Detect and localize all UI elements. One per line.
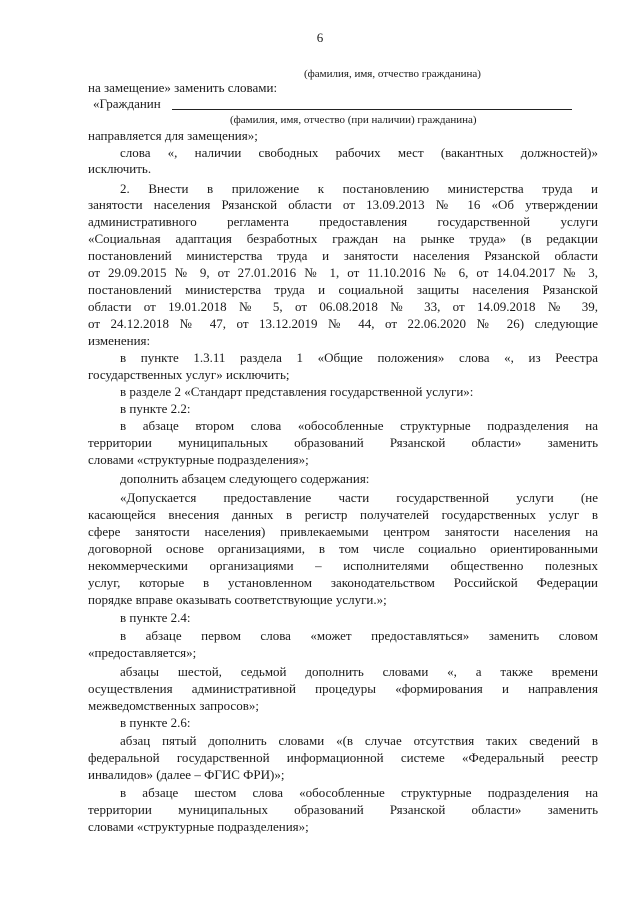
page-number: 6 <box>316 30 324 45</box>
text-line: от 29.09.2015 № 9, от 27.01.2016 № 1, от 11.10.2016 № 6, от 14.04.2017 № 3, <box>88 265 598 280</box>
text-line: территории муниципальных образований Рязанской области» заменить <box>88 802 598 817</box>
text-line: в абзаце втором слова «обособленные структурные подразделения на <box>120 418 598 433</box>
text-line: в пункте 1.3.11 раздела 1 «Общие положения» слова «, из Реестра <box>120 350 598 365</box>
text-line: словами «структурные подразделения»; <box>88 819 309 834</box>
text-line: в абзаце первом слова «может предоставляться» заменить словом <box>120 628 598 643</box>
text-line: касающейся внесения данных в регистр получателей государственных услуг в <box>88 507 598 522</box>
text-line: порядке вправе оказывать соответствующие услуги.»; <box>88 592 387 607</box>
text-line: услуг, которые в установленном законодательством Российской Федерации <box>88 575 598 590</box>
text-line: занятости населения Рязанской области от 13.09.2013 № 16 «Об утверждении <box>88 197 598 212</box>
text-line: дополнить абзацем следующего содержания: <box>120 471 370 486</box>
text-line: некоммерческими организациями – исполнителями общественно полезных <box>88 558 598 573</box>
text-line: абзац пятый дополнить словами «(в случае отсутствия таких сведений в <box>120 733 598 748</box>
text-line: территории муниципальных образований Рязанской области» заменить <box>88 435 598 450</box>
text-line: от 24.12.2018 № 47, от 13.12.2019 № 44, от 22.06.2020 № 26) следующие <box>88 316 598 331</box>
name-underline <box>172 109 572 110</box>
text-line: в пункте 2.4: <box>120 610 191 625</box>
text-line: в абзаце шестом слова «обособленные структурные подразделения на <box>120 785 598 800</box>
text-line: исключить. <box>88 161 152 176</box>
text-line: «Допускается предоставление части государственной услуги (не <box>120 490 598 505</box>
text-line: в пункте 2.2: <box>120 401 191 416</box>
text-line: договорной основе организациями, в том числе социально ориентированными <box>88 541 598 556</box>
text-line: постановлений министерства труда и занятости населения Рязанской области <box>88 248 598 263</box>
text-line: инвалидов» (далее – ФГИС ФРИ)»; <box>88 767 285 782</box>
text-line: «Социальная адаптация безработных граждан на рынке труда» (в редакции <box>88 231 598 246</box>
caption-fio-optional: (фамилия, имя, отчество (при наличии) гражданина) <box>230 114 477 126</box>
text-line: постановлений министерства труда и социальной защиты населения Рязанской <box>88 282 598 297</box>
text-line: федеральной государственной информационной системе «Федеральный реестр <box>88 750 598 765</box>
text-line: изменения: <box>88 333 151 348</box>
text-line: сфере занятости населения) привлекаемыми центром занятости населения на <box>88 524 598 539</box>
text-line: межведомственных запросов»; <box>88 698 259 713</box>
text-line: направляется для замещения»; <box>88 128 258 143</box>
text-line: в пункте 2.6: <box>120 715 191 730</box>
caption-fio: (фамилия, имя, отчество гражданина) <box>304 68 481 80</box>
text-line: «Гражданин <box>93 96 161 111</box>
text-line: осуществления административной процедуры «формирования и направления <box>88 681 598 696</box>
text-line: слова «, наличии свободных рабочих мест (вакантных должностей)» <box>120 145 598 160</box>
text-line: на замещение» заменить словами: <box>88 80 278 95</box>
text-line: 2. Внести в приложение к постановлению министерства труда и <box>120 181 598 196</box>
text-line: словами «структурные подразделения»; <box>88 452 309 467</box>
text-line: государственных услуг» исключить; <box>88 367 290 382</box>
text-line: абзацы шестой, седьмой дополнить словами «, а также времени <box>120 664 598 679</box>
text-line: «предоставляется»; <box>88 645 197 660</box>
text-line: области от 19.01.2018 № 5, от 06.08.2018 № 33, от 14.09.2018 № 39, <box>88 299 598 314</box>
text-line: административного регламента предоставления государственной услуги <box>88 214 598 229</box>
text-line: в разделе 2 «Стандарт представления государственной услуги»: <box>120 384 474 399</box>
